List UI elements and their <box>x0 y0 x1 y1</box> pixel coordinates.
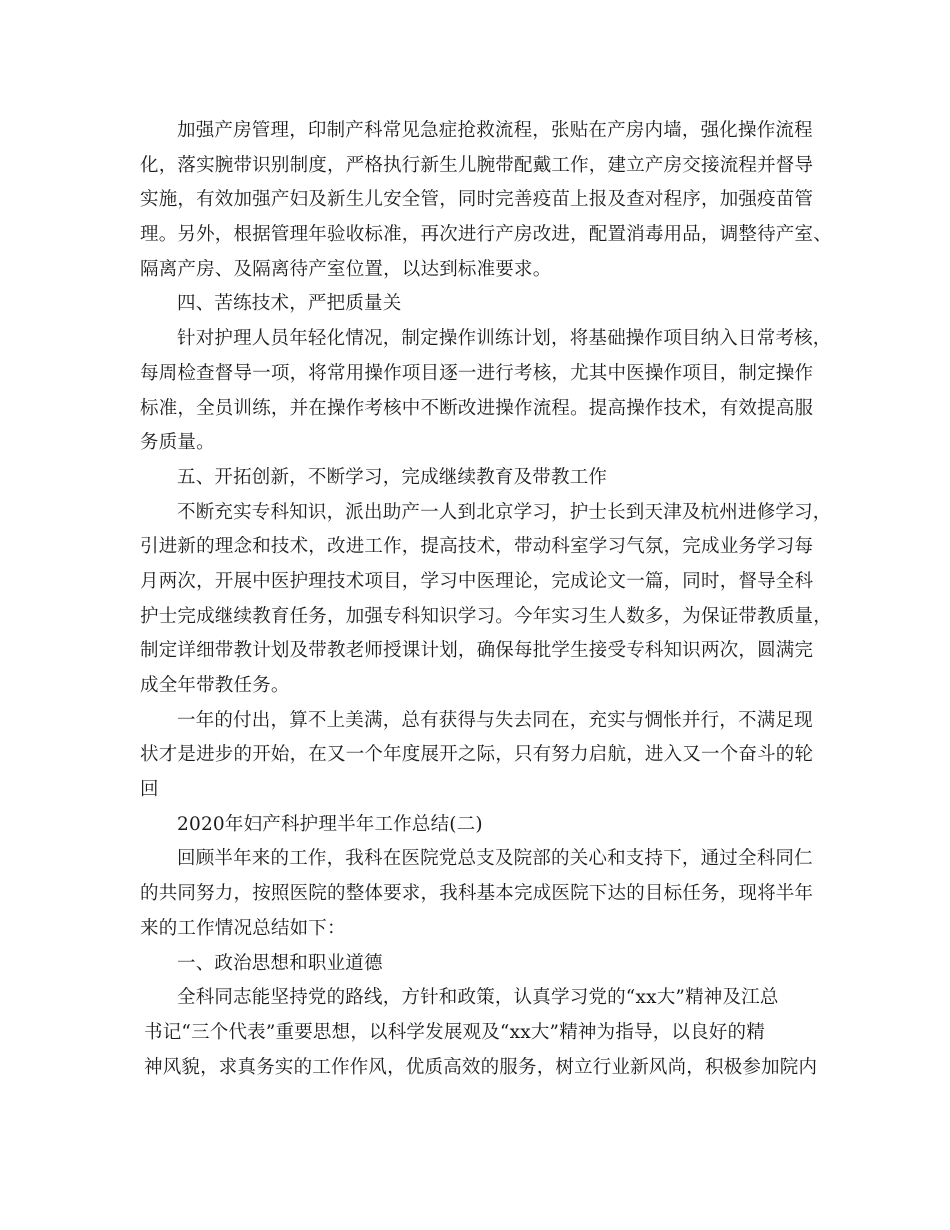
paragraph-line: 化，落实腕带识别制度，严格执行新生儿腕带配戴工作，建立产房交接流程并督导 <box>140 154 814 176</box>
paragraph-line: 实施，有效加强产妇及新生儿安全管，同时完善疫苗上报及查对程序，加强疫苗管 <box>140 189 814 211</box>
paragraph-line: 针对护理人员年轻化情况，制定操作训练计划，将基础操作项目纳入日常考核， <box>177 328 832 350</box>
paragraph-line: 全科同志能坚持党的路线，方针和政策，认真学习党的“xx大”精神及江总 <box>177 987 779 1009</box>
paragraph-line: 回 <box>140 779 159 801</box>
section-heading: 四、苦练技术，严把质量关 <box>177 293 402 315</box>
paragraph-line: 成全年带教任务。 <box>140 675 290 696</box>
paragraph-line: 每周检查督导一项，将常用操作项目逐一进行考核，尤其中医操作项目，制定操作 <box>140 362 814 384</box>
paragraph-line: 务质量。 <box>140 432 215 454</box>
paragraph-line: 来的工作情况总结如下： <box>140 917 346 939</box>
paragraph-line: 月两次，开展中医护理技术项目，学习中医理论，完成论文一篇，同时，督导全科 <box>140 570 814 592</box>
paragraph-line: 神风貌，求真务实的工作作风，优质高效的服务，树立行业新风尚，积极参加院内 <box>144 1056 818 1078</box>
paragraph-line: 护士完成继续教育任务，加强专科知识学习。今年实习生人数多，为保证带教质量， <box>140 605 832 627</box>
section-heading: 一、政治思想和职业道德 <box>177 952 383 974</box>
paragraph-line: 状才是进步的开始，在又一个年度展开之际，只有努力启航，进入又一个奋斗的轮 <box>140 744 814 766</box>
paragraph-line: 隔离产房、及隔离待产室位置，以达到标准要求。 <box>140 258 552 280</box>
paragraph-line: 加强产房管理，印制产科常见急症抢救流程，张贴在产房内墙，强化操作流程 <box>177 120 813 141</box>
paragraph-line: 书记“三个代表”重要思想，以科学发展观及“xx大”精神为指导，以良好的精 <box>144 1021 765 1043</box>
document-body <box>140 114 832 1085</box>
paragraph-line: 一年的付出，算不上美满，总有获得与失去同在，充实与惆怅并行，不满足现 <box>177 709 813 731</box>
paragraph-line: 制定详细带教计划及带教老师授课计划，确保每批学生接受专科知识两次，圆满完 <box>140 640 814 662</box>
paragraph-line: 理。另外，根据管理年验收标准，再次进行产房改进，配置消毒用品，调整待产室、 <box>140 224 832 246</box>
section-heading: 五、开拓创新，不断学习，完成继续教育及带教工作 <box>177 466 608 488</box>
document-subtitle: 2020年妇产科护理半年工作总结(二) <box>177 813 483 835</box>
paragraph-line: 的共同努力，按照医院的整体要求，我科基本完成医院下达的目标任务，现将半年 <box>140 883 814 905</box>
paragraph-line: 回顾半年来的工作，我科在医院党总支及院部的关心和支持下，通过全科同仁 <box>177 848 813 870</box>
paragraph-line: 不断充实专科知识，派出助产一人到北京学习，护士长到天津及杭州进修学习， <box>177 501 832 523</box>
paragraph-line: 引进新的理念和技术，改进工作，提高技术，带动科室学习气氛，完成业务学习每 <box>140 536 814 558</box>
paragraph-line: 标准，全员训练，并在操作考核中不断改进操作流程。提高操作技术，有效提高服 <box>140 397 814 419</box>
